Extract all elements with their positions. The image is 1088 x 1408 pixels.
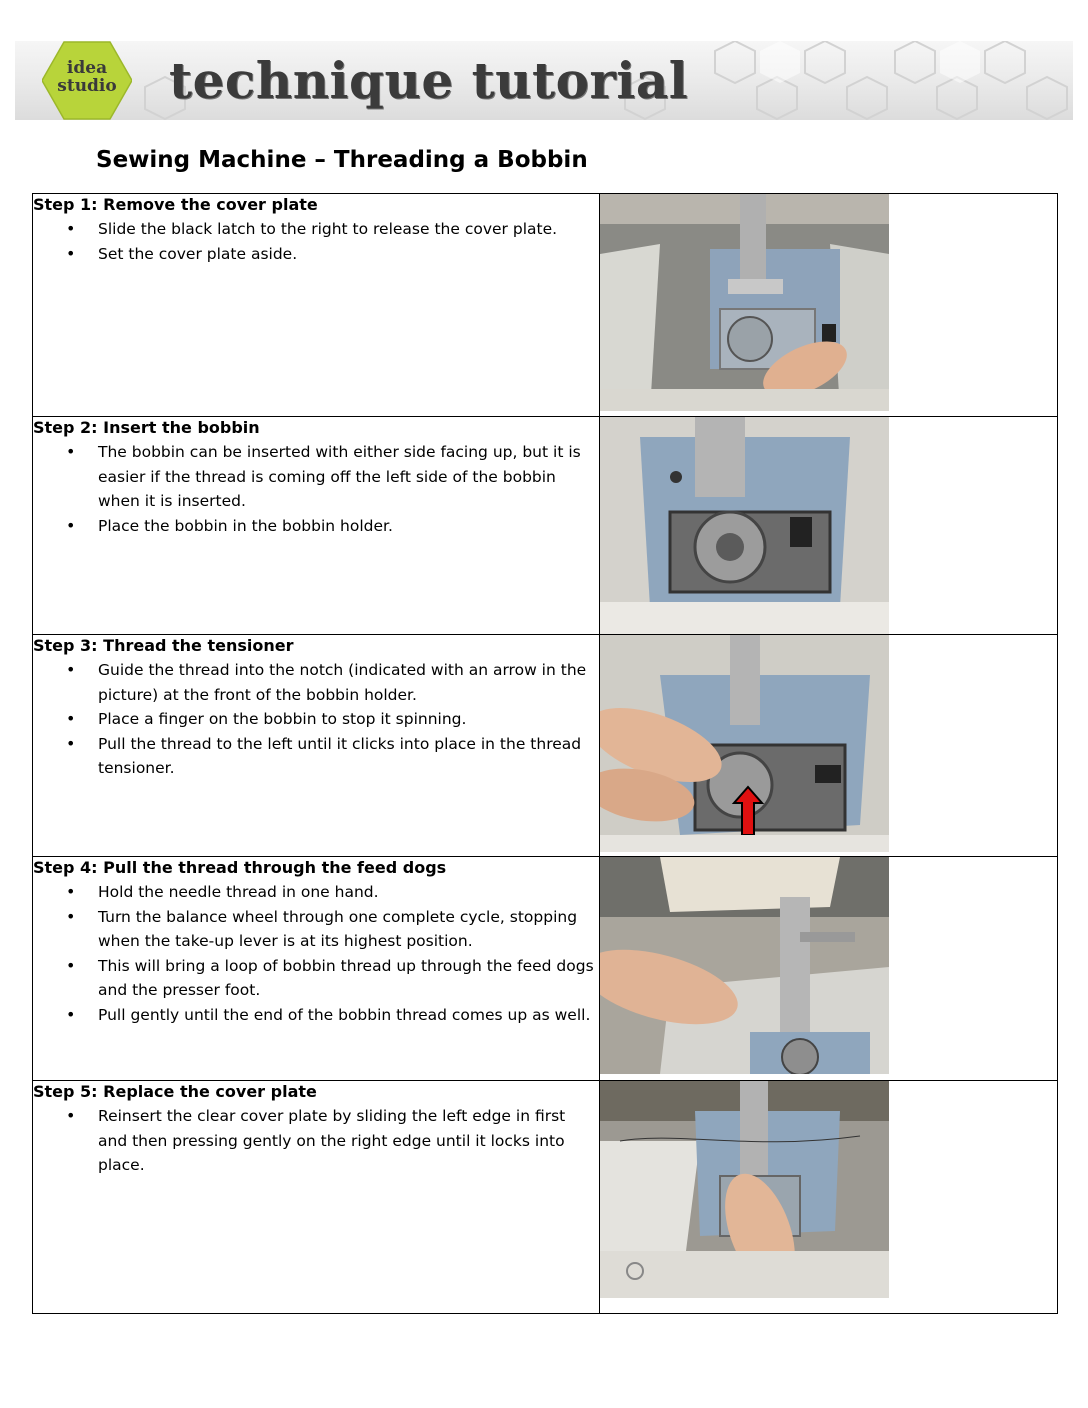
step-1-bullet-1: • Slide the black latch to the right to release the cover plate. xyxy=(33,217,599,242)
step-3-bullets xyxy=(33,658,599,781)
step-3-photo-cell xyxy=(600,635,1058,857)
step-row-4 xyxy=(33,857,1058,1081)
step-2-text-cell xyxy=(33,417,600,635)
step-4-bullet-2: • Turn the balance wheel through one complete cycle, stopping when the take-up lever is at its highest position. xyxy=(33,905,599,954)
header-banner xyxy=(15,41,1073,120)
step-1-heading: Step 1: Remove the cover plate xyxy=(33,195,318,214)
step-row-5 xyxy=(33,1081,1058,1314)
step-1-photo-remove-cover-plate xyxy=(600,194,889,411)
step-row-3 xyxy=(33,635,1058,857)
step-5-bullets xyxy=(33,1104,599,1178)
logo-line-idea: idea xyxy=(66,58,108,78)
logo-line-studio: studio xyxy=(57,76,117,96)
step-row-2 xyxy=(33,417,1058,635)
step-5-heading: Step 5: Replace the cover plate xyxy=(33,1082,317,1101)
step-4-bullets xyxy=(33,880,599,1027)
step-4-bullet-3: • This will bring a loop of bobbin thread up through the feed dogs and the presser foot. xyxy=(33,954,599,1003)
step-5-photo-cell xyxy=(600,1081,1058,1314)
step-2-bullet-2: • Place the bobbin in the bobbin holder. xyxy=(33,514,599,539)
step-3-text-cell xyxy=(33,635,600,857)
step-2-bullets xyxy=(33,440,599,538)
step-1-photo-cell xyxy=(600,194,1058,417)
step-2-photo-cell xyxy=(600,417,1058,635)
step-3-bullet-1: • Guide the thread into the notch (indicated with an arrow in the picture) at the front of the bobbin holder. xyxy=(33,658,599,707)
steps-table xyxy=(32,193,1058,1314)
document-title: Sewing Machine – Threading a Bobbin xyxy=(96,147,588,173)
step-3-bullet-3: • Pull the thread to the left until it clicks into place in the thread tensioner. xyxy=(33,732,599,781)
step-2-photo-insert-bobbin xyxy=(600,417,889,634)
step-4-text-cell xyxy=(33,857,600,1081)
step-5-text-cell xyxy=(33,1081,600,1314)
step-2-bullet-1: • The bobbin can be inserted with either side facing up, but it is easier if the thread is coming off the left side of the bobbin when it is inserted. xyxy=(33,440,599,514)
logo-wordmark xyxy=(42,59,132,95)
step-1-bullet-2: • Set the cover plate aside. xyxy=(33,242,599,267)
step-3-heading: Step 3: Thread the tensioner xyxy=(33,636,294,655)
step-3-bullet-2: • Place a finger on the bobbin to stop it spinning. xyxy=(33,707,599,732)
step-4-photo-pull-thread xyxy=(600,857,889,1074)
step-1-bullets xyxy=(33,217,599,266)
step-1-text-cell xyxy=(33,194,600,417)
step-5-bullet-1: • Reinsert the clear cover plate by sliding the left edge in first and then pressing gently on the right edge until it locks into place. xyxy=(33,1104,599,1178)
banner-title: technique tutorial xyxy=(169,51,689,110)
step-5-photo-replace-cover-plate xyxy=(600,1081,889,1298)
step-4-bullet-4: • Pull gently until the end of the bobbin thread comes up as well. xyxy=(33,1003,599,1028)
step-2-heading: Step 2: Insert the bobbin xyxy=(33,418,260,437)
step-4-bullet-1: • Hold the needle thread in one hand. xyxy=(33,880,599,905)
step-4-heading: Step 4: Pull the thread through the feed dogs xyxy=(33,858,447,877)
step-row-1 xyxy=(33,194,1058,417)
step-3-photo-thread-tensioner xyxy=(600,635,889,852)
step-4-photo-cell xyxy=(600,857,1058,1081)
